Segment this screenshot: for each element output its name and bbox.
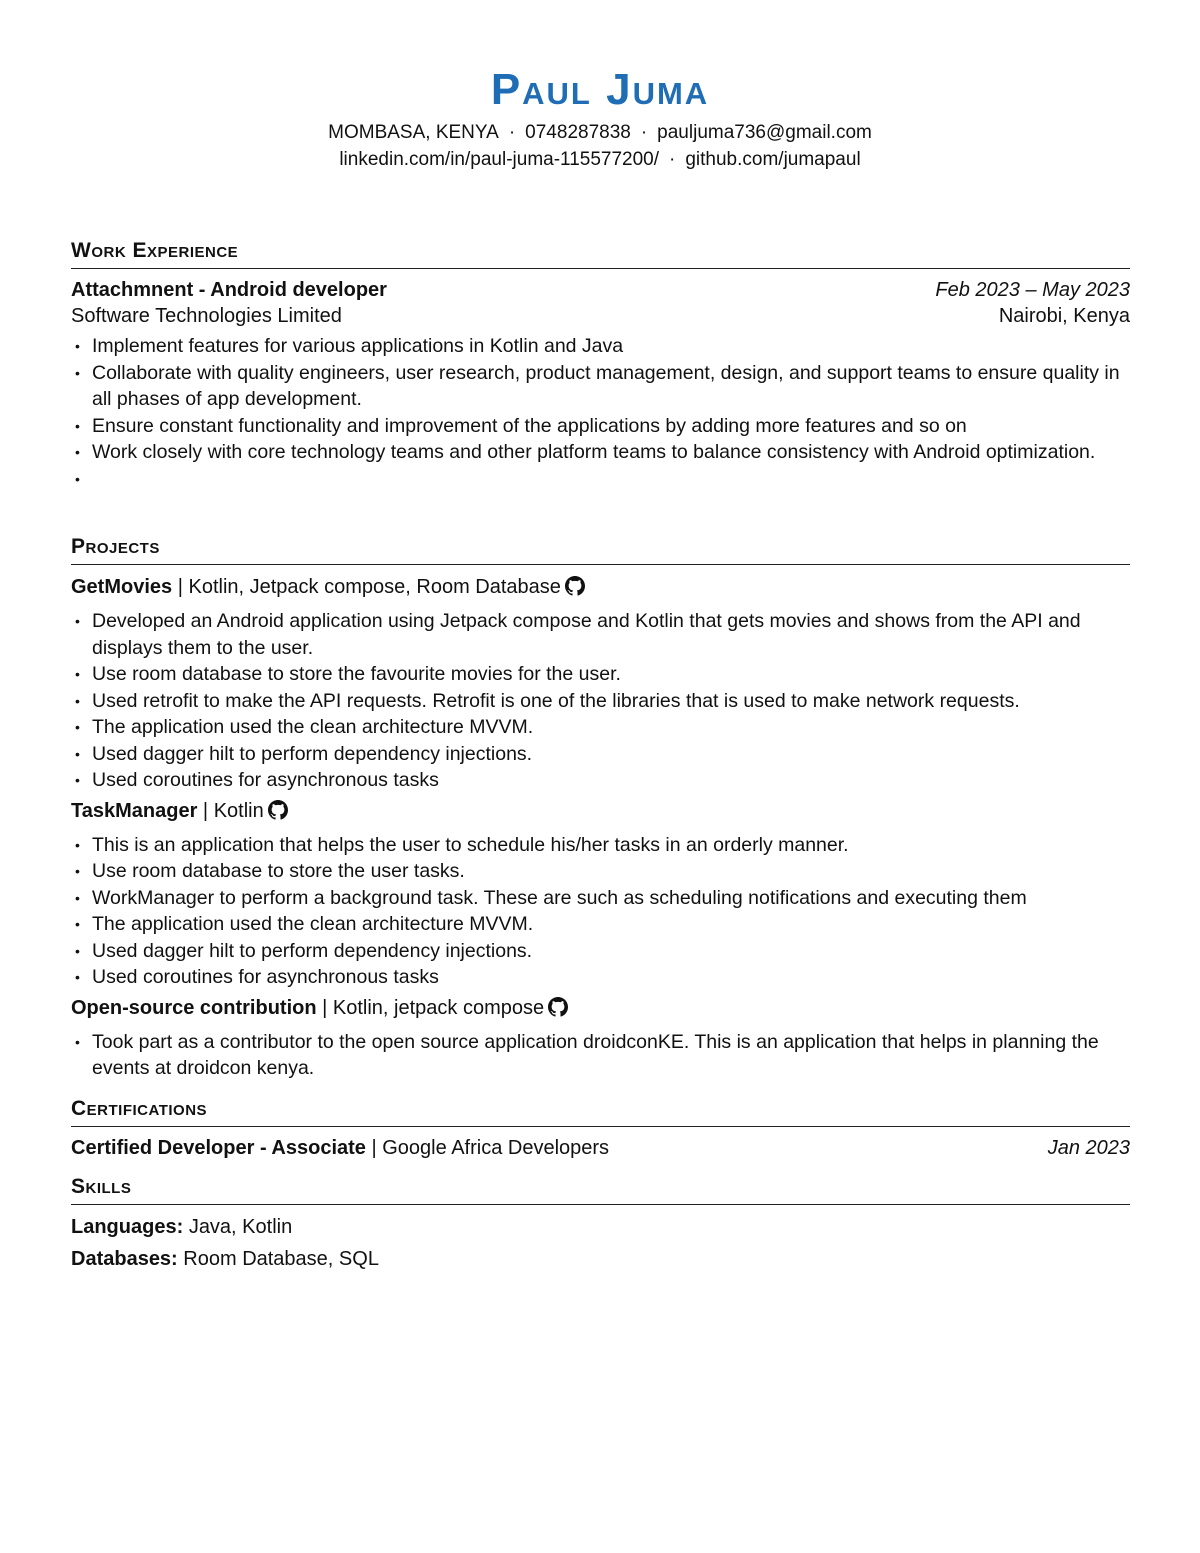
job-location: Nairobi, Kenya [998,305,1130,327]
projects-section [71,534,1130,1082]
pipe-separator: | [177,576,183,598]
project-stack: Kotlin, Jetpack compose, Room Database [188,576,561,598]
skills-databases [71,1243,1130,1275]
work-experience-section [71,238,1130,466]
list-item: • This is an application that helps the user to schedule his/her tasks in an orderly manner. [71,832,1130,859]
skill-label: Languages: [71,1216,184,1238]
list-item: • Implement features for various applications in Kotlin and Java [71,333,1130,360]
section-title: Skills [71,1174,1130,1205]
section-title: Certifications [71,1096,1130,1127]
list-item: • Developed an Android application using Jetpack compose and Kotlin that gets movies and shows from the API and displays them to the user. [71,608,1130,661]
section-title: Projects [71,534,1130,565]
list-item: • Ensure constant functionality and improvement of the applications by adding more features and so on [71,413,1130,440]
skills-languages [71,1211,1130,1243]
project-name: GetMovies [71,576,173,598]
list-item: • Used retrofit to make the API requests. Retrofit is one of the libraries that is used to make network requests. [71,688,1130,715]
list-item: • Used coroutines for asynchronous tasks [71,964,1130,991]
skill-values: Room Database, SQL [183,1248,379,1270]
separator: · [640,122,648,143]
list-item: • Collaborate with quality engineers, user research, product management, design, and support teams to ensure quality in all phases of app development. [71,360,1130,413]
github-link[interactable]: github.com/jumapaul [685,149,861,170]
project-header [71,797,1130,828]
certification-name: Certified Developer - Associate [71,1137,366,1159]
list-item: • The application used the clean architecture MVVM. [71,911,1130,938]
certification-row [71,1135,1130,1161]
job-dates: Feb 2023 – May 2023 [935,279,1130,301]
project-bullets [71,1029,1130,1082]
list-item: • Used dagger hilt to perform dependency injections. [71,741,1130,768]
project-name: TaskManager [71,799,198,822]
skills-section [71,1174,1130,1275]
github-icon[interactable] [548,997,568,1025]
list-item: • WorkManager to perform a background task. These are such as scheduling notifications and executing them [71,885,1130,912]
section-title: Work Experience [71,238,1130,269]
list-item: • Use room database to store the user tasks. [71,858,1130,885]
job-subheader [71,303,1130,329]
github-icon[interactable] [565,576,585,604]
list-item: • Took part as a contributor to the open source application droidconKE. This is an application that helps in planning the events at droidcon kenya. [71,1029,1130,1082]
separator: · [508,122,516,143]
certification-issuer: Google Africa Developers [382,1137,610,1159]
project-stack: Kotlin, jetpack compose [332,996,545,1019]
skill-values: Java, Kotlin [188,1216,293,1238]
project-bullets [71,832,1130,991]
pipe-separator: | [371,1137,377,1159]
project-bullets [71,608,1130,794]
contact-line-2 [0,147,1200,173]
project-header [71,573,1130,604]
company-name: Software Technologies Limited [71,305,342,327]
project-stack: Kotlin [213,799,264,822]
phone[interactable]: 0748287838 [525,122,631,143]
list-item: • The application used the clean architecture MVVM. [71,714,1130,741]
project-name: Open-source contribution [71,996,317,1019]
email-link[interactable]: pauljuma736@gmail.com [657,122,872,143]
job-bullets [71,333,1130,466]
pipe-separator: | [322,996,328,1019]
contact-line-1 [0,120,1200,146]
job-role: Attachmnent - Android developer [71,279,387,301]
pipe-separator: | [202,799,209,822]
skill-label: Databases: [71,1248,178,1270]
candidate-name: Paul Juma [490,65,710,114]
list-item: • Used coroutines for asynchronous tasks [71,767,1130,794]
github-icon[interactable] [268,800,288,828]
certifications-section [71,1096,1130,1161]
job-header [71,277,1130,303]
linkedin-link[interactable]: linkedin.com/in/paul-juma-115577200/ [339,149,660,170]
location: MOMBASA, KENYA [328,122,499,143]
separator: · [669,149,676,170]
list-item: • Use room database to store the favourite movies for the user. [71,661,1130,688]
project-header [71,994,1130,1025]
list-item: • Work closely with core technology teams and other platform teams to balance consistency with Android optimization. [71,439,1130,466]
certification-date: Jan 2023 [1047,1137,1130,1159]
list-item: • Used dagger hilt to perform dependency injections. [71,938,1130,965]
